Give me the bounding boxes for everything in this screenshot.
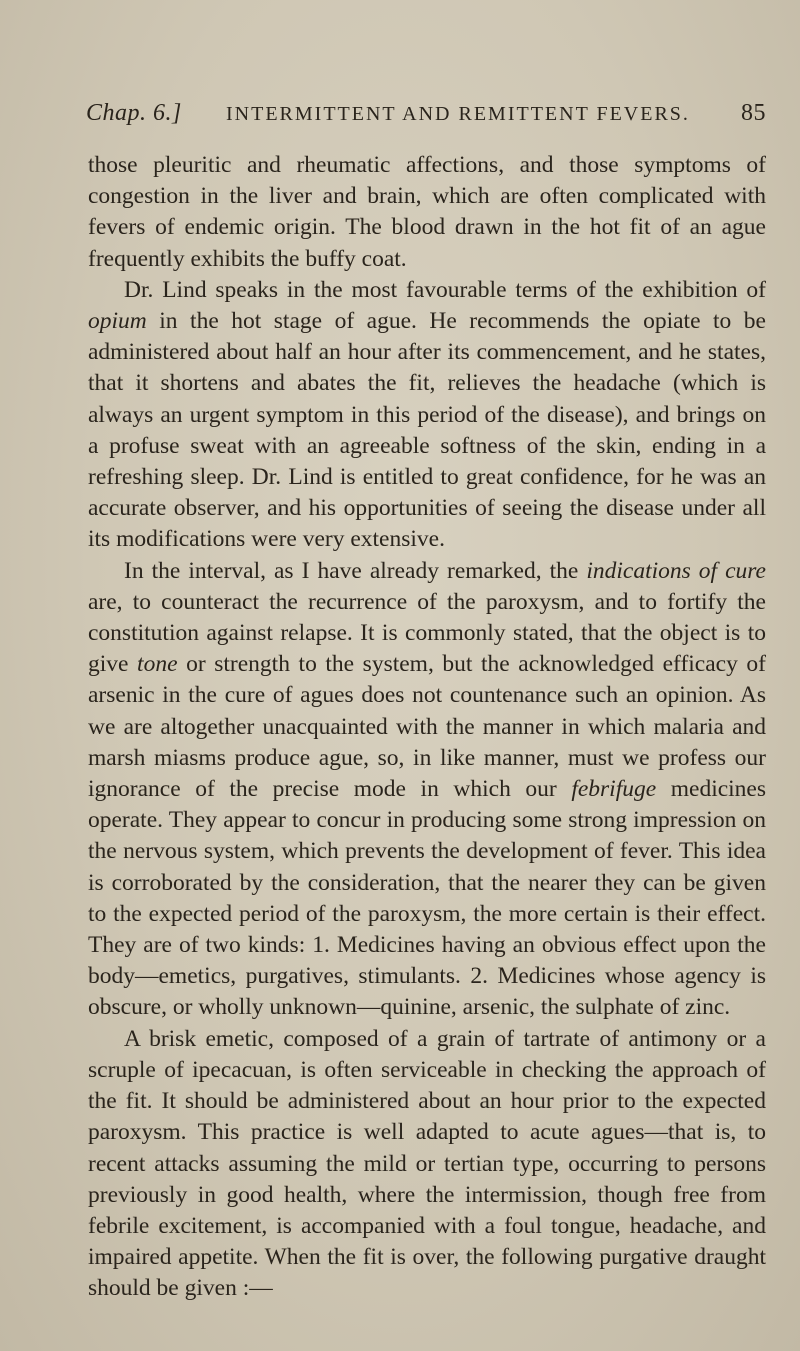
italic-text: opium xyxy=(88,308,147,335)
italic-text: febrifuge xyxy=(571,776,657,803)
paragraph-text: or strength to the system, but the acknowledged efficacy of arsenic in the cure of agues does not countenance such an opinion. As we are altogether unacquainted with the manner in which malaria and marsh miasms produce ague, so, in like manner, must we profess our ignorance of the precise mode in which our xyxy=(88,651,766,803)
running-title: INTERMITTENT AND REMITTENT FEVERS. xyxy=(226,103,690,125)
italic-text: indications of cure xyxy=(586,557,766,584)
page-number: 85 xyxy=(741,100,766,126)
paragraph-text: medicines operate. They appear to concur in producing some strong impression on the nervous system, which prevents the development of fever. This idea is corroborated by the consideration, that the nearer they can be given to the expected period of the paroxysm, the more certain is their effect. They are of two kinds: 1. Medicines having an obvious effect upon the body—emetics, purgatives, stimulants. 2. Medicines whose agency is obscure, or wholly unknown—quinine, arsenic, the sulphate of zinc. xyxy=(88,776,767,1021)
italic-text: tone xyxy=(137,651,178,678)
paragraph xyxy=(88,150,766,275)
paragraph xyxy=(88,275,766,556)
paragraph xyxy=(88,556,766,1024)
body-text xyxy=(88,150,766,1305)
paragraph xyxy=(88,1024,766,1305)
chapter-label: Chap. 6.] xyxy=(86,100,182,126)
paragraph-text: In the interval, as I have already remarked, the xyxy=(124,557,587,584)
paragraph-text: Dr. Lind speaks in the most favourable terms of the exhibition of xyxy=(124,276,766,303)
paragraph-text: in the hot stage of ague. He recommends the opiate to be administered about half an hour after its commencement, and he states, that it shortens and abates the fit, relieves the headache (which is always an urgent symptom in this period of the disease), and brings on a profuse sweat with an agreeable softness of the skin, ending in a refreshing sleep. Dr. Lind is entitled to great confidence, for he was an accurate observer, and his opportunities of seeing the disease under all its modifications were very extensive. xyxy=(88,308,766,553)
paragraph-text: those pleuritic and rheumatic affections, and those symptoms of congestion in the liver and brain, which are often complicated with fevers of endemic origin. The blood drawn in the hot fit of an ague frequently exhibits the buffy coat. xyxy=(88,152,766,272)
running-header xyxy=(86,100,766,140)
paragraph-text: are, to counteract the recurrence of the paroxysm, and to fortify the constitution against relapse. It is commonly stated, that the object is to give xyxy=(88,588,766,678)
paragraph-text: A brisk emetic, composed of a grain of tartrate of antimony or a scruple of ipecacuan, is often serviceable in checking the approach of the fit. It should be administered about an hour prior to the expected paroxysm. This practice is well adapted to acute agues—that is, to recent attacks assuming the mild or tertian type, occurring to persons previously in good health, where the intermission, though free from febrile excitement, is accompanied with a foul tongue, headache, and impaired appetite. When the fit is over, the following purgative draught should be given :— xyxy=(88,1025,766,1302)
